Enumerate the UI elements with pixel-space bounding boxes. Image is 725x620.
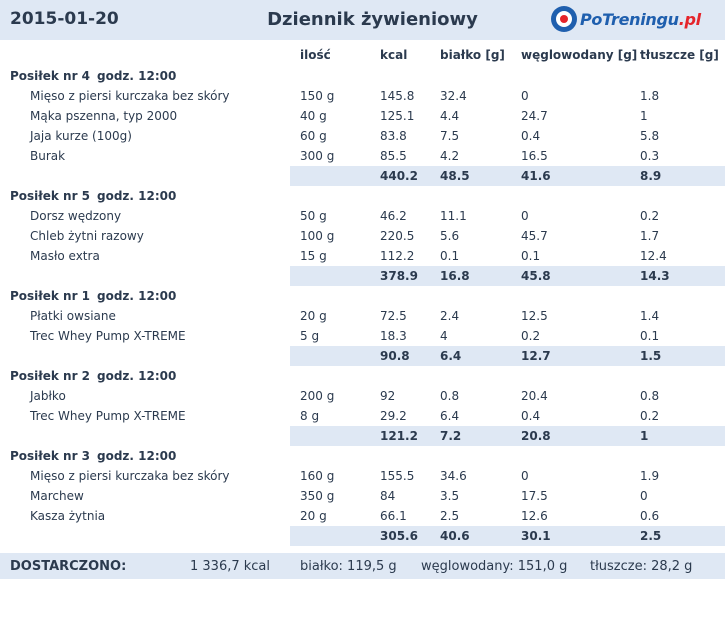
food-protein: 2.5 <box>440 509 460 523</box>
food-item-row <box>0 306 725 326</box>
food-name: Kasza żytnia <box>30 509 106 523</box>
food-fat: 0.3 <box>640 149 660 163</box>
daily-summary-bar <box>0 553 725 579</box>
page-header <box>0 0 725 40</box>
meal-name: Posiłek nr 3 <box>10 449 91 463</box>
food-quantity: 100 g <box>300 229 335 243</box>
food-name: Chleb żytni razowy <box>30 229 144 243</box>
total-fat: 8.9 <box>640 169 662 183</box>
food-quantity: 60 g <box>300 129 327 143</box>
meal-name: Posiłek nr 2 <box>10 369 91 383</box>
food-name: Trec Whey Pump X-TREME <box>30 409 186 423</box>
meal-time: godz. 12:00 <box>97 449 177 463</box>
food-name: Jaja kurze (100g) <box>30 129 132 143</box>
food-name: Mąka pszenna, typ 2000 <box>30 109 178 123</box>
food-kcal: 46.2 <box>380 209 407 223</box>
summary-label: DOSTARCZONO: <box>10 559 127 574</box>
food-item-row <box>0 146 725 166</box>
total-fat: 1 <box>640 429 649 443</box>
food-quantity: 350 g <box>300 489 335 503</box>
food-kcal: 85.5 <box>380 149 407 163</box>
food-item-row <box>0 126 725 146</box>
food-protein: 2.4 <box>440 309 460 323</box>
food-fat: 0.2 <box>640 209 660 223</box>
column-header-fat: tłuszcze [g] <box>640 48 719 62</box>
food-item-row <box>0 86 725 106</box>
meal-header <box>0 446 725 466</box>
food-fat: 1 <box>640 109 648 123</box>
meal-header <box>0 366 725 386</box>
food-kcal: 125.1 <box>380 109 415 123</box>
food-item-row <box>0 106 725 126</box>
food-quantity: 40 g <box>300 109 327 123</box>
food-item-row <box>0 226 725 246</box>
food-carbs: 0.4 <box>521 409 541 423</box>
food-carbs: 12.6 <box>521 509 548 523</box>
food-quantity: 300 g <box>300 149 335 163</box>
food-carbs: 0.1 <box>521 249 541 263</box>
logo-wordmark: PoTreningu.pl <box>580 9 701 29</box>
food-item-row <box>0 206 725 226</box>
total-fat: 14.3 <box>640 269 670 283</box>
meal-time: godz. 12:00 <box>97 289 177 303</box>
total-carbs: 41.6 <box>521 169 551 183</box>
food-name: Jabłko <box>30 389 66 403</box>
food-kcal: 220.5 <box>380 229 415 243</box>
food-item-row <box>0 486 725 506</box>
food-fat: 0.1 <box>640 329 660 343</box>
food-carbs: 0 <box>521 89 529 103</box>
meal-name: Posiłek nr 1 <box>10 289 91 303</box>
food-kcal: 92 <box>380 389 396 403</box>
food-protein: 32.4 <box>440 89 467 103</box>
summary-carbs: węglowodany: 151,0 g <box>421 559 568 574</box>
food-fat: 12.4 <box>640 249 667 263</box>
food-quantity: 20 g <box>300 309 327 323</box>
food-protein: 3.5 <box>440 489 460 503</box>
food-carbs: 0.2 <box>521 329 541 343</box>
food-fat: 0 <box>640 489 648 503</box>
food-kcal: 29.2 <box>380 409 407 423</box>
column-header-kcal: kcal <box>380 48 408 62</box>
food-item-row <box>0 246 725 266</box>
food-kcal: 83.8 <box>380 129 407 143</box>
food-item-row <box>0 506 725 526</box>
column-header-carbs: węglowodany [g] <box>521 48 638 62</box>
meal-name: Posiłek nr 5 <box>10 189 91 203</box>
food-protein: 4.4 <box>440 109 460 123</box>
summary-kcal: 1 336,7 kcal <box>190 559 271 574</box>
food-name: Burak <box>30 149 66 163</box>
food-kcal: 18.3 <box>380 329 407 343</box>
food-fat: 0.6 <box>640 509 660 523</box>
food-carbs: 16.5 <box>521 149 548 163</box>
food-kcal: 72.5 <box>380 309 407 323</box>
total-kcal: 121.2 <box>380 429 418 443</box>
food-item-row <box>0 406 725 426</box>
food-fat: 1.9 <box>640 469 660 483</box>
food-carbs: 0 <box>521 469 529 483</box>
total-fat: 1.5 <box>640 349 662 363</box>
food-protein: 4 <box>440 329 448 343</box>
total-carbs: 12.7 <box>521 349 551 363</box>
food-protein: 5.6 <box>440 229 460 243</box>
food-fat: 1.8 <box>640 89 660 103</box>
total-protein: 6.4 <box>440 349 462 363</box>
summary-protein: białko: 119,5 g <box>300 559 397 574</box>
food-kcal: 84 <box>380 489 396 503</box>
meal-time: godz. 12:00 <box>97 189 177 203</box>
food-carbs: 0 <box>521 209 529 223</box>
food-kcal: 155.5 <box>380 469 415 483</box>
total-kcal: 440.2 <box>380 169 418 183</box>
food-kcal: 66.1 <box>380 509 407 523</box>
food-quantity: 15 g <box>300 249 327 263</box>
food-fat: 0.2 <box>640 409 660 423</box>
total-kcal: 90.8 <box>380 349 410 363</box>
food-protein: 0.8 <box>440 389 460 403</box>
meal-totals-row <box>290 266 725 286</box>
total-protein: 7.2 <box>440 429 462 443</box>
food-carbs: 12.5 <box>521 309 548 323</box>
meal-time: godz. 12:00 <box>97 69 177 83</box>
food-name: Mięso z piersi kurczaka bez skóry <box>30 89 230 103</box>
total-kcal: 305.6 <box>380 529 418 543</box>
food-protein: 7.5 <box>440 129 460 143</box>
food-quantity: 200 g <box>300 389 335 403</box>
food-name: Mięso z piersi kurczaka bez skóry <box>30 469 230 483</box>
food-protein: 6.4 <box>440 409 460 423</box>
food-quantity: 160 g <box>300 469 335 483</box>
food-fat: 5.8 <box>640 129 660 143</box>
total-carbs: 20.8 <box>521 429 551 443</box>
logo-mark-icon <box>551 6 577 32</box>
meal-totals-row <box>290 526 725 546</box>
total-fat: 2.5 <box>640 529 662 543</box>
food-kcal: 112.2 <box>380 249 415 263</box>
meal-name: Posiłek nr 4 <box>10 69 91 83</box>
total-carbs: 45.8 <box>521 269 551 283</box>
food-quantity: 8 g <box>300 409 320 423</box>
food-protein: 11.1 <box>440 209 467 223</box>
food-quantity: 5 g <box>300 329 320 343</box>
total-protein: 16.8 <box>440 269 470 283</box>
food-item-row <box>0 466 725 486</box>
column-header-protein: białko [g] <box>440 48 505 62</box>
food-carbs: 0.4 <box>521 129 541 143</box>
total-kcal: 378.9 <box>380 269 418 283</box>
total-protein: 40.6 <box>440 529 470 543</box>
meal-totals-row <box>290 426 725 446</box>
column-header-quantity: ilość <box>300 48 331 62</box>
food-protein: 0.1 <box>440 249 460 263</box>
food-carbs: 24.7 <box>521 109 548 123</box>
total-protein: 48.5 <box>440 169 470 183</box>
food-protein: 4.2 <box>440 149 460 163</box>
food-carbs: 20.4 <box>521 389 548 403</box>
summary-fat: tłuszcze: 28,2 g <box>590 559 693 574</box>
food-quantity: 20 g <box>300 509 327 523</box>
food-kcal: 145.8 <box>380 89 415 103</box>
food-item-row <box>0 386 725 406</box>
food-name: Dorsz wędzony <box>30 209 122 223</box>
meal-header <box>0 286 725 306</box>
food-fat: 1.7 <box>640 229 660 243</box>
food-quantity: 150 g <box>300 89 335 103</box>
food-name: Trec Whey Pump X-TREME <box>30 329 186 343</box>
food-item-row <box>0 326 725 346</box>
food-carbs: 17.5 <box>521 489 548 503</box>
potreningu-logo[interactable] <box>551 5 701 33</box>
food-name: Masło extra <box>30 249 100 263</box>
meal-time: godz. 12:00 <box>97 369 177 383</box>
total-carbs: 30.1 <box>521 529 551 543</box>
diary-date: 2015-01-20 <box>10 9 119 29</box>
food-carbs: 45.7 <box>521 229 548 243</box>
food-name: Marchew <box>30 489 84 503</box>
food-name: Płatki owsiane <box>30 309 116 323</box>
food-protein: 34.6 <box>440 469 467 483</box>
food-fat: 1.4 <box>640 309 660 323</box>
meal-totals-row <box>290 346 725 366</box>
meal-header <box>0 66 725 86</box>
meal-totals-row <box>290 166 725 186</box>
food-quantity: 50 g <box>300 209 327 223</box>
page-title: Dziennik żywieniowy <box>267 9 478 30</box>
food-fat: 0.8 <box>640 389 660 403</box>
meal-header <box>0 186 725 206</box>
